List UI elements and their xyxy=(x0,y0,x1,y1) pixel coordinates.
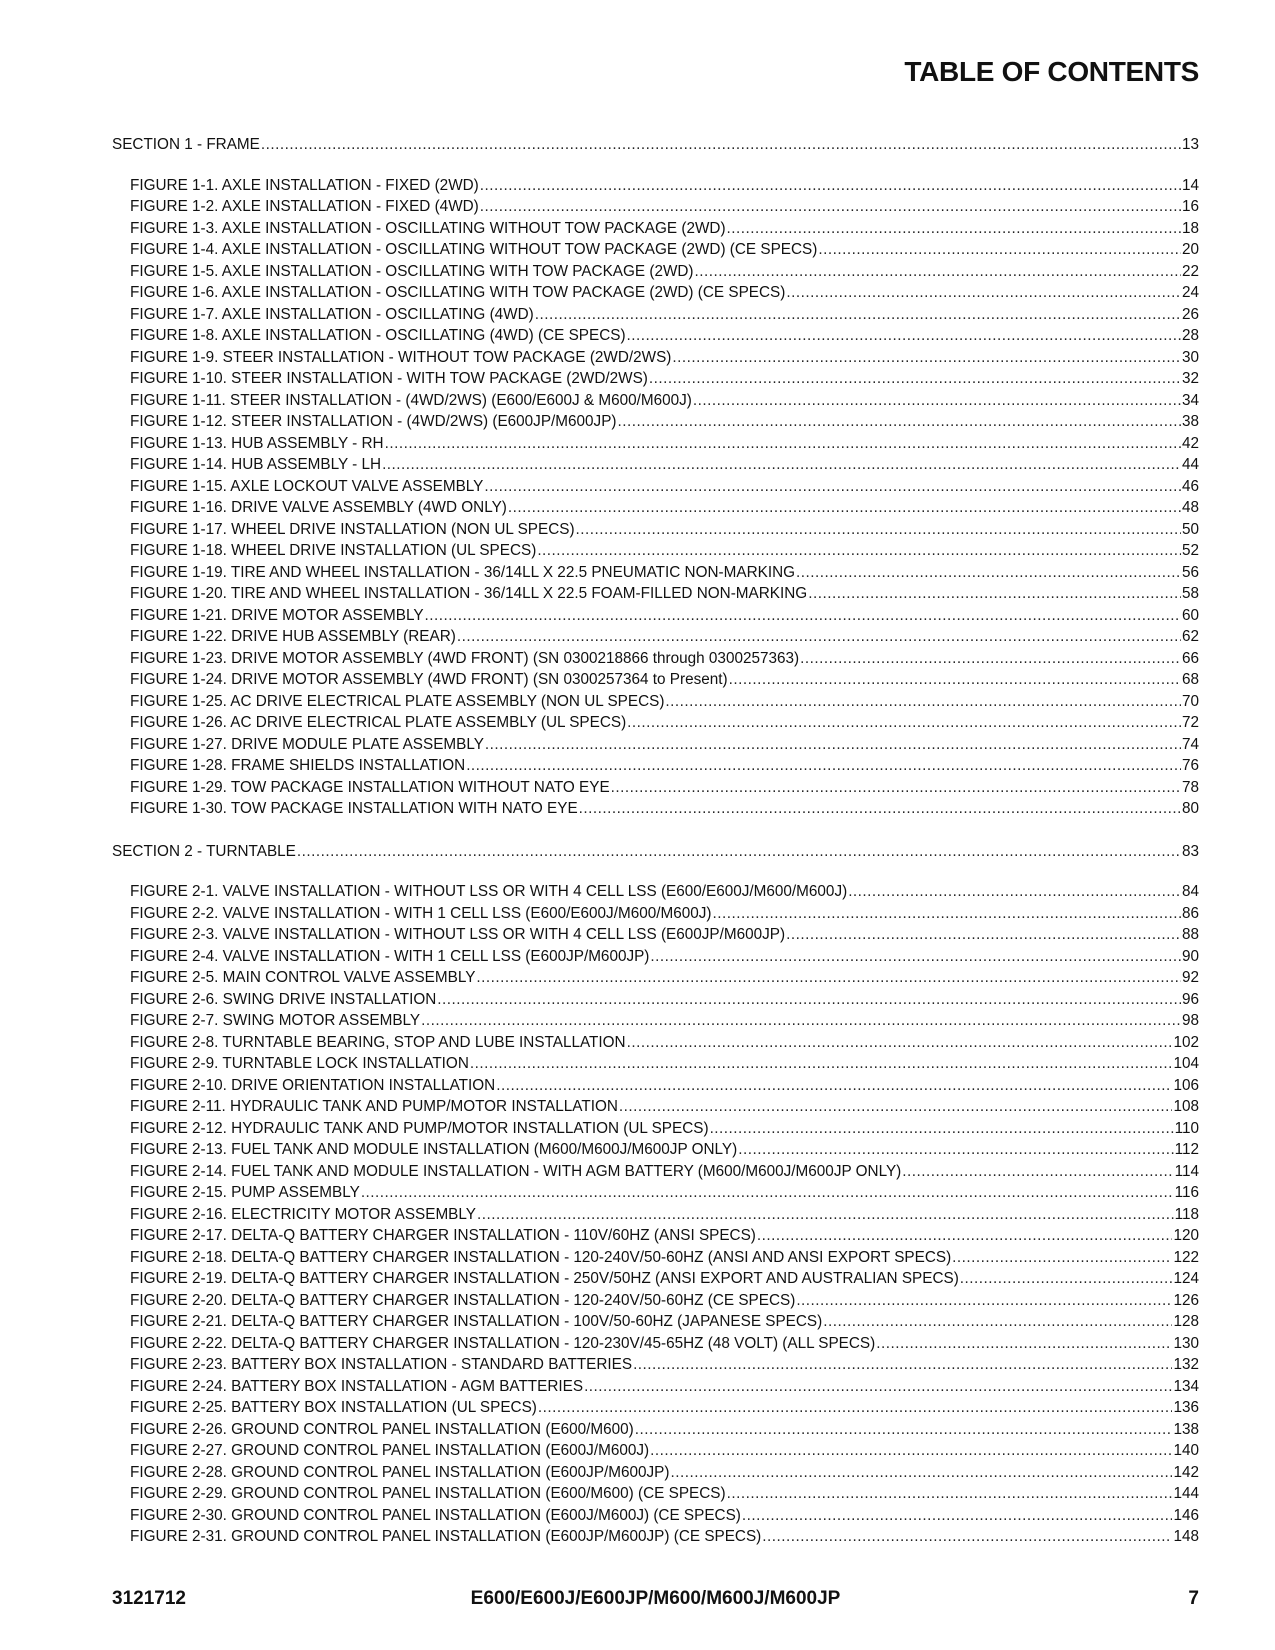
toc-figure-entry[interactable] xyxy=(112,1012,1199,1034)
figure-title: FIGURE 2-29. GROUND CONTROL PANEL INSTALLATION (E600/M600) (CE SPECS) xyxy=(130,1485,726,1502)
figure-title: FIGURE 2-28. GROUND CONTROL PANEL INSTALLATION (E600JP/M600JP) xyxy=(130,1463,670,1481)
page-title: TABLE OF CONTENTS xyxy=(904,56,1199,87)
dot-leader xyxy=(484,478,1181,496)
toc-figure-entry[interactable] xyxy=(112,991,1199,1013)
toc-figure-entry[interactable] xyxy=(112,521,1199,543)
toc-figure-entry[interactable] xyxy=(112,1077,1199,1099)
figure-list xyxy=(112,883,1199,1550)
figure-title: FIGURE 2-16. ELECTRICITY MOTOR ASSEMBLY xyxy=(130,1205,476,1223)
figure-page-number: 34 xyxy=(1181,391,1199,409)
toc-figure-entry[interactable] xyxy=(112,456,1199,478)
toc-figure-entry[interactable] xyxy=(112,1528,1199,1550)
toc-figure-entry[interactable] xyxy=(112,499,1199,521)
figure-page-number: 90 xyxy=(1181,947,1199,965)
figure-list xyxy=(112,177,1199,822)
dot-leader xyxy=(672,349,1181,367)
dot-leader xyxy=(480,177,1181,195)
figure-title: FIGURE 1-9. STEER INSTALLATION - WITHOUT TOW PACKAGE (2WD/2WS) xyxy=(130,348,672,366)
figure-title: FIGURE 2-15. PUMP ASSEMBLY xyxy=(130,1184,360,1201)
dot-leader xyxy=(619,1098,1173,1116)
toc-figure-entry[interactable] xyxy=(112,413,1199,435)
figure-title: FIGURE 2-23. BATTERY BOX INSTALLATION - STANDARD BATTERIES xyxy=(130,1356,633,1373)
section-spacer xyxy=(112,822,1199,843)
figure-title: FIGURE 2-2. VALVE INSTALLATION - WITH 1 CELL LSS (E600/E600J/M600/M600J) xyxy=(130,904,712,922)
figure-title: FIGURE 2-3. VALVE INSTALLATION - WITHOUT LSS OR WITH 4 CELL LSS (E600JP/M600JP) xyxy=(130,926,786,943)
figure-page-number: 146 xyxy=(1173,1506,1199,1524)
figure-title: FIGURE 1-17. WHEEL DRIVE INSTALLATION (NON UL SPECS) xyxy=(130,520,575,538)
figure-title: FIGURE 2-7. SWING MOTOR ASSEMBLY xyxy=(130,1012,421,1029)
toc-figure-entry[interactable] xyxy=(112,1335,1199,1357)
toc-figure-entry[interactable] xyxy=(112,1184,1199,1206)
table-of-contents xyxy=(112,136,1199,1550)
model-list: E600/E600J/E600JP/M600/M600J/M600JP xyxy=(470,1588,841,1609)
toc-figure-entry[interactable] xyxy=(112,779,1199,801)
dot-leader xyxy=(480,198,1181,216)
dot-leader xyxy=(650,1442,1172,1460)
figure-title: FIGURE 1-13. HUB ASSEMBLY - RH xyxy=(130,434,384,452)
figure-page-number: 68 xyxy=(1181,671,1199,688)
toc-figure-entry[interactable] xyxy=(112,969,1199,991)
figure-title: FIGURE 1-30. TOW PACKAGE INSTALLATION WITH NATO EYE xyxy=(130,800,578,817)
toc-figure-entry[interactable] xyxy=(112,1163,1199,1185)
section-page-number: 83 xyxy=(1181,842,1199,860)
figure-page-number: 58 xyxy=(1181,585,1199,602)
figure-page-number: 74 xyxy=(1181,735,1199,753)
page-number: 7 xyxy=(1188,1588,1199,1609)
dot-leader xyxy=(712,905,1181,923)
figure-page-number: 20 xyxy=(1181,241,1199,258)
dot-leader xyxy=(808,585,1181,603)
dot-leader xyxy=(742,1507,1173,1525)
figure-page-number: 88 xyxy=(1181,926,1199,943)
figure-title: FIGURE 2-25. BATTERY BOX INSTALLATION (UL SPECS) xyxy=(130,1399,537,1416)
toc-figure-entry[interactable] xyxy=(112,628,1199,650)
dot-leader xyxy=(476,969,1181,987)
dot-leader xyxy=(611,779,1181,797)
figure-page-number: 24 xyxy=(1181,284,1199,301)
dot-leader xyxy=(727,220,1181,238)
figure-page-number: 98 xyxy=(1181,1012,1199,1029)
figure-page-number: 116 xyxy=(1174,1184,1199,1201)
dot-leader xyxy=(584,1378,1172,1396)
figure-page-number: 126 xyxy=(1173,1291,1199,1309)
toc-figure-entry[interactable] xyxy=(112,1356,1199,1378)
figure-title: FIGURE 1-6. AXLE INSTALLATION - OSCILLATING WITH TOW PACKAGE (2WD) (CE SPECS) xyxy=(130,284,786,301)
figure-title: FIGURE 2-24. BATTERY BOX INSTALLATION - AGM BATTERIES xyxy=(130,1377,584,1395)
figure-page-number: 80 xyxy=(1181,800,1199,817)
figure-title: FIGURE 2-5. MAIN CONTROL VALVE ASSEMBLY xyxy=(130,969,476,986)
figure-title: FIGURE 2-8. TURNTABLE BEARING, STOP AND LUBE INSTALLATION xyxy=(130,1033,626,1051)
dot-leader xyxy=(627,1034,1173,1052)
figure-title: FIGURE 1-10. STEER INSTALLATION - WITH TOW PACKAGE (2WD/2WS) xyxy=(130,370,648,387)
dot-leader xyxy=(261,136,1181,154)
figure-page-number: 78 xyxy=(1181,778,1199,796)
figure-title: FIGURE 1-4. AXLE INSTALLATION - OSCILLATING WITHOUT TOW PACKAGE (2WD) (CE SPECS) xyxy=(130,241,818,258)
dot-leader xyxy=(670,1464,1172,1482)
dot-leader xyxy=(537,542,1181,560)
toc-figure-entry[interactable] xyxy=(112,542,1199,564)
dot-leader xyxy=(729,671,1181,689)
toc-figure-entry[interactable] xyxy=(112,1098,1199,1120)
dot-leader xyxy=(421,1012,1181,1030)
figure-page-number: 56 xyxy=(1181,563,1199,581)
figure-title: FIGURE 1-24. DRIVE MOTOR ASSEMBLY (4WD FRONT) (SN 0300257364 to Present) xyxy=(130,671,728,688)
toc-figure-entry[interactable] xyxy=(112,327,1199,349)
figure-title: FIGURE 1-18. WHEEL DRIVE INSTALLATION (UL SPECS) xyxy=(130,542,537,559)
dot-leader xyxy=(635,1421,1173,1439)
figure-title: FIGURE 1-2. AXLE INSTALLATION - FIXED (4WD) xyxy=(130,198,479,215)
figure-title: FIGURE 1-16. DRIVE VALVE ASSEMBLY (4WD ONLY) xyxy=(130,499,507,516)
figure-page-number: 110 xyxy=(1174,1119,1199,1137)
figure-page-number: 42 xyxy=(1181,434,1199,452)
dot-leader xyxy=(627,714,1181,732)
toc-figure-entry[interactable] xyxy=(112,883,1199,905)
figure-title: FIGURE 2-31. GROUND CONTROL PANEL INSTALLATION (E600JP/M600JP) (CE SPECS) xyxy=(130,1528,762,1545)
dot-leader xyxy=(738,1141,1173,1159)
toc-figure-entry[interactable] xyxy=(112,736,1199,758)
figure-title: FIGURE 2-27. GROUND CONTROL PANEL INSTALLATION (E600J/M600J) xyxy=(130,1442,650,1459)
figure-title: FIGURE 2-9. TURNTABLE LOCK INSTALLATION xyxy=(130,1055,469,1072)
figure-page-number: 52 xyxy=(1181,542,1199,559)
figure-title: FIGURE 1-5. AXLE INSTALLATION - OSCILLATING WITH TOW PACKAGE (2WD) xyxy=(130,262,694,280)
toc-figure-entry[interactable] xyxy=(112,607,1199,629)
figure-title: FIGURE 1-8. AXLE INSTALLATION - OSCILLATING (4WD) (CE SPECS) xyxy=(130,327,626,344)
toc-section xyxy=(112,843,1199,1550)
figure-page-number: 26 xyxy=(1181,305,1199,323)
figure-title: FIGURE 2-21. DELTA-Q BATTERY CHARGER INSTALLATION - 100V/50-60HZ (JAPANESE SPECS) xyxy=(130,1313,823,1330)
figure-page-number: 86 xyxy=(1181,904,1199,922)
figure-title: FIGURE 2-6. SWING DRIVE INSTALLATION xyxy=(130,990,437,1008)
dot-leader xyxy=(823,1313,1172,1331)
dot-leader xyxy=(618,413,1181,431)
dot-leader xyxy=(576,521,1181,539)
figure-page-number: 76 xyxy=(1181,757,1199,774)
toc-figure-entry[interactable] xyxy=(112,435,1199,457)
dot-leader xyxy=(437,991,1181,1009)
figure-title: FIGURE 1-1. AXLE INSTALLATION - FIXED (2WD) xyxy=(130,176,479,194)
dot-leader xyxy=(902,1163,1173,1181)
figure-page-number: 130 xyxy=(1173,1334,1199,1352)
toc-body xyxy=(112,136,1199,1550)
figure-page-number: 28 xyxy=(1181,327,1199,344)
figure-page-number: 136 xyxy=(1173,1399,1199,1416)
toc-figure-entry[interactable] xyxy=(112,220,1199,242)
figure-title: FIGURE 1-14. HUB ASSEMBLY - LH xyxy=(130,456,382,473)
dot-leader xyxy=(650,948,1181,966)
figure-page-number: 70 xyxy=(1181,692,1199,710)
figure-title: FIGURE 2-14. FUEL TANK AND MODULE INSTALLATION - WITH AGM BATTERY (M600/M600J/M600JP ONLY) xyxy=(130,1162,902,1180)
figure-page-number: 62 xyxy=(1181,628,1199,645)
figure-page-number: 132 xyxy=(1173,1356,1199,1373)
dot-leader xyxy=(633,1356,1172,1374)
toc-figure-entry[interactable] xyxy=(112,370,1199,392)
figure-title: FIGURE 1-11. STEER INSTALLATION - (4WD/2WS) (E600/E600J & M600/M600J) xyxy=(130,391,692,409)
toc-figure-entry[interactable] xyxy=(112,1227,1199,1249)
figure-page-number: 30 xyxy=(1181,348,1199,366)
toc-figure-entry[interactable] xyxy=(112,241,1199,263)
figure-title: FIGURE 1-3. AXLE INSTALLATION - OSCILLATING WITHOUT TOW PACKAGE (2WD) xyxy=(130,219,726,237)
figure-title: FIGURE 2-19. DELTA-Q BATTERY CHARGER INSTALLATION - 250V/50HZ (ANSI EXPORT AND AUSTRALIAN SPECS) xyxy=(130,1270,959,1287)
figure-page-number: 16 xyxy=(1181,198,1199,215)
toc-figure-entry[interactable] xyxy=(112,1421,1199,1443)
figure-page-number: 104 xyxy=(1173,1055,1199,1072)
dot-leader xyxy=(361,1184,1174,1202)
section-title: SECTION 1 - FRAME xyxy=(112,136,260,153)
dot-leader xyxy=(786,284,1181,302)
figure-title: FIGURE 1-27. DRIVE MODULE PLATE ASSEMBLY xyxy=(130,735,484,753)
dot-leader xyxy=(762,1528,1172,1546)
dot-leader xyxy=(796,1292,1172,1310)
figure-title: FIGURE 1-23. DRIVE MOTOR ASSEMBLY (4WD FRONT) (SN 0300218866 through 0300257363) xyxy=(130,649,800,667)
figure-page-number: 44 xyxy=(1181,456,1199,473)
figure-page-number: 14 xyxy=(1181,176,1199,194)
figure-title: FIGURE 1-12. STEER INSTALLATION - (4WD/2WS) (E600JP/M600JP) xyxy=(130,413,617,430)
figure-title: FIGURE 1-7. AXLE INSTALLATION - OSCILLATING (4WD) xyxy=(130,305,534,323)
toc-figure-entry[interactable] xyxy=(112,478,1199,500)
dot-leader xyxy=(818,241,1181,259)
toc-figure-entry[interactable] xyxy=(112,1141,1199,1163)
figure-page-number: 142 xyxy=(1173,1463,1199,1481)
dot-leader xyxy=(496,1077,1172,1095)
toc-section-entry[interactable] xyxy=(112,843,1199,865)
dot-leader xyxy=(665,693,1181,711)
toc-figure-entry[interactable] xyxy=(112,757,1199,779)
figure-title: FIGURE 1-19. TIRE AND WHEEL INSTALLATION - 36/14LL X 22.5 PNEUMATIC NON-MARKING xyxy=(130,563,796,581)
figure-page-number: 46 xyxy=(1181,477,1199,495)
figure-title: FIGURE 1-26. AC DRIVE ELECTRICAL PLATE ASSEMBLY (UL SPECS) xyxy=(130,714,627,731)
figure-page-number: 112 xyxy=(1174,1141,1199,1158)
toc-figure-entry[interactable] xyxy=(112,1399,1199,1421)
figure-title: FIGURE 1-29. TOW PACKAGE INSTALLATION WITHOUT NATO EYE xyxy=(130,778,610,796)
figure-title: FIGURE 2-13. FUEL TANK AND MODULE INSTALLATION (M600/M600J/M600JP ONLY) xyxy=(130,1141,738,1158)
figure-page-number: 106 xyxy=(1173,1076,1199,1094)
dot-leader xyxy=(579,800,1181,818)
toc-figure-entry[interactable] xyxy=(112,1055,1199,1077)
figure-page-number: 96 xyxy=(1181,990,1199,1008)
toc-figure-entry[interactable] xyxy=(112,198,1199,220)
dot-leader xyxy=(627,327,1181,345)
figure-title: FIGURE 2-30. GROUND CONTROL PANEL INSTALLATION (E600J/M600J) (CE SPECS) xyxy=(130,1506,741,1524)
dot-leader xyxy=(535,306,1181,324)
toc-figure-entry[interactable] xyxy=(112,1206,1199,1228)
figure-title: FIGURE 2-18. DELTA-Q BATTERY CHARGER INSTALLATION - 120-240V/50-60HZ (ANSI AND ANSI EXPORT SPECS) xyxy=(130,1248,952,1266)
figure-page-number: 66 xyxy=(1181,649,1199,667)
dot-leader xyxy=(693,392,1181,410)
dot-leader xyxy=(297,843,1181,861)
figure-title: FIGURE 2-1. VALVE INSTALLATION - WITHOUT LSS OR WITH 4 CELL LSS (E600/E600J/M600/M600J) xyxy=(130,883,848,900)
toc-figure-entry[interactable] xyxy=(112,177,1199,199)
dot-leader xyxy=(485,736,1181,754)
figure-page-number: 18 xyxy=(1181,219,1199,237)
figure-page-number: 38 xyxy=(1181,413,1199,430)
dot-leader xyxy=(796,564,1181,582)
figure-title: FIGURE 2-26. GROUND CONTROL PANEL INSTALLATION (E600/M600) xyxy=(130,1420,634,1438)
toc-figure-entry[interactable] xyxy=(112,1120,1199,1142)
toc-figure-entry[interactable] xyxy=(112,263,1199,285)
dot-leader xyxy=(848,883,1181,901)
dot-leader xyxy=(538,1399,1173,1417)
toc-figure-entry[interactable] xyxy=(112,284,1199,306)
figure-page-number: 144 xyxy=(1173,1485,1199,1502)
dot-leader xyxy=(457,628,1181,646)
figure-page-number: 22 xyxy=(1181,262,1199,280)
dot-leader xyxy=(786,926,1181,944)
dot-leader xyxy=(649,370,1181,388)
dot-leader xyxy=(727,1485,1173,1503)
dot-leader xyxy=(710,1120,1174,1138)
dot-leader xyxy=(800,650,1181,668)
figure-page-number: 92 xyxy=(1181,969,1199,986)
figure-page-number: 128 xyxy=(1173,1313,1199,1330)
toc-figure-entry[interactable] xyxy=(112,671,1199,693)
toc-figure-entry[interactable] xyxy=(112,1313,1199,1335)
toc-figure-entry[interactable] xyxy=(112,1034,1199,1056)
figure-title: FIGURE 2-4. VALVE INSTALLATION - WITH 1 CELL LSS (E600JP/M600JP) xyxy=(130,947,650,965)
figure-title: FIGURE 1-22. DRIVE HUB ASSEMBLY (REAR) xyxy=(130,628,456,645)
dot-leader xyxy=(477,1206,1174,1224)
figure-page-number: 72 xyxy=(1181,714,1199,731)
toc-figure-entry[interactable] xyxy=(112,349,1199,371)
toc-section-entry[interactable] xyxy=(112,136,1199,158)
toc-figure-entry[interactable] xyxy=(112,585,1199,607)
section-page-number: 13 xyxy=(1181,136,1199,153)
dot-leader xyxy=(470,1055,1173,1073)
figure-page-number: 32 xyxy=(1181,370,1199,387)
figure-page-number: 102 xyxy=(1173,1033,1199,1051)
figure-page-number: 108 xyxy=(1173,1098,1199,1115)
figure-page-number: 118 xyxy=(1174,1205,1199,1223)
toc-figure-entry[interactable] xyxy=(112,1507,1199,1529)
toc-figure-entry[interactable] xyxy=(112,905,1199,927)
dot-leader xyxy=(466,757,1181,775)
figure-page-number: 138 xyxy=(1173,1420,1199,1438)
figure-title: FIGURE 2-11. HYDRAULIC TANK AND PUMP/MOTOR INSTALLATION xyxy=(130,1098,618,1115)
dot-leader xyxy=(876,1335,1172,1353)
toc-figure-entry[interactable] xyxy=(112,714,1199,736)
toc-figure-entry[interactable] xyxy=(112,693,1199,715)
dot-leader xyxy=(960,1270,1173,1288)
figure-title: FIGURE 2-22. DELTA-Q BATTERY CHARGER INSTALLATION - 120-230V/45-65HZ (48 VOLT) (ALL SPECS) xyxy=(130,1334,876,1352)
figure-page-number: 48 xyxy=(1181,499,1199,516)
figure-page-number: 114 xyxy=(1174,1162,1199,1180)
figure-page-number: 124 xyxy=(1173,1270,1199,1287)
toc-figure-entry[interactable] xyxy=(112,926,1199,948)
figure-title: FIGURE 1-15. AXLE LOCKOUT VALVE ASSEMBLY xyxy=(130,477,484,495)
toc-figure-entry[interactable] xyxy=(112,650,1199,672)
figure-page-number: 140 xyxy=(1173,1442,1199,1459)
toc-figure-entry[interactable] xyxy=(112,1270,1199,1292)
dot-leader xyxy=(757,1227,1173,1245)
dot-leader xyxy=(508,499,1181,517)
figure-page-number: 50 xyxy=(1181,520,1199,538)
toc-figure-entry[interactable] xyxy=(112,564,1199,586)
toc-figure-entry[interactable] xyxy=(112,1442,1199,1464)
figure-title: FIGURE 2-12. HYDRAULIC TANK AND PUMP/MOTOR INSTALLATION (UL SPECS) xyxy=(130,1119,709,1137)
figure-page-number: 134 xyxy=(1173,1377,1199,1395)
document-number: 3121712 xyxy=(112,1588,186,1609)
dot-leader xyxy=(952,1249,1172,1267)
dot-leader xyxy=(382,456,1181,474)
toc-figure-entry[interactable] xyxy=(112,1249,1199,1271)
figure-page-number: 148 xyxy=(1173,1528,1199,1545)
figure-title: FIGURE 2-17. DELTA-Q BATTERY CHARGER INSTALLATION - 110V/60HZ (ANSI SPECS) xyxy=(130,1227,756,1244)
toc-figure-entry[interactable] xyxy=(112,306,1199,328)
toc-figure-entry[interactable] xyxy=(112,1464,1199,1486)
dot-leader xyxy=(385,435,1181,453)
section-title: SECTION 2 - TURNTABLE xyxy=(112,842,296,860)
figure-title: FIGURE 2-10. DRIVE ORIENTATION INSTALLATION xyxy=(130,1076,496,1094)
figure-page-number: 84 xyxy=(1181,883,1199,900)
figure-title: FIGURE 1-25. AC DRIVE ELECTRICAL PLATE ASSEMBLY (NON UL SPECS) xyxy=(130,692,665,710)
dot-leader xyxy=(425,607,1181,625)
figure-title: FIGURE 1-20. TIRE AND WHEEL INSTALLATION - 36/14LL X 22.5 FOAM-FILLED NON-MARKING xyxy=(130,585,808,602)
toc-figure-entry[interactable] xyxy=(112,392,1199,414)
figure-title: FIGURE 1-21. DRIVE MOTOR ASSEMBLY xyxy=(130,606,424,624)
figure-page-number: 120 xyxy=(1173,1227,1199,1244)
figure-page-number: 60 xyxy=(1181,606,1199,624)
toc-figure-entry[interactable] xyxy=(112,800,1199,822)
figure-title: FIGURE 1-28. FRAME SHIELDS INSTALLATION xyxy=(130,757,466,774)
figure-title: FIGURE 2-20. DELTA-Q BATTERY CHARGER INSTALLATION - 120-240V/50-60HZ (CE SPECS) xyxy=(130,1291,796,1309)
figure-page-number: 122 xyxy=(1173,1248,1199,1266)
toc-figure-entry[interactable] xyxy=(112,1292,1199,1314)
toc-section xyxy=(112,136,1199,822)
toc-figure-entry[interactable] xyxy=(112,948,1199,970)
toc-figure-entry[interactable] xyxy=(112,1378,1199,1400)
page-footer xyxy=(112,1588,1199,1610)
dot-leader xyxy=(695,263,1181,281)
toc-figure-entry[interactable] xyxy=(112,1485,1199,1507)
